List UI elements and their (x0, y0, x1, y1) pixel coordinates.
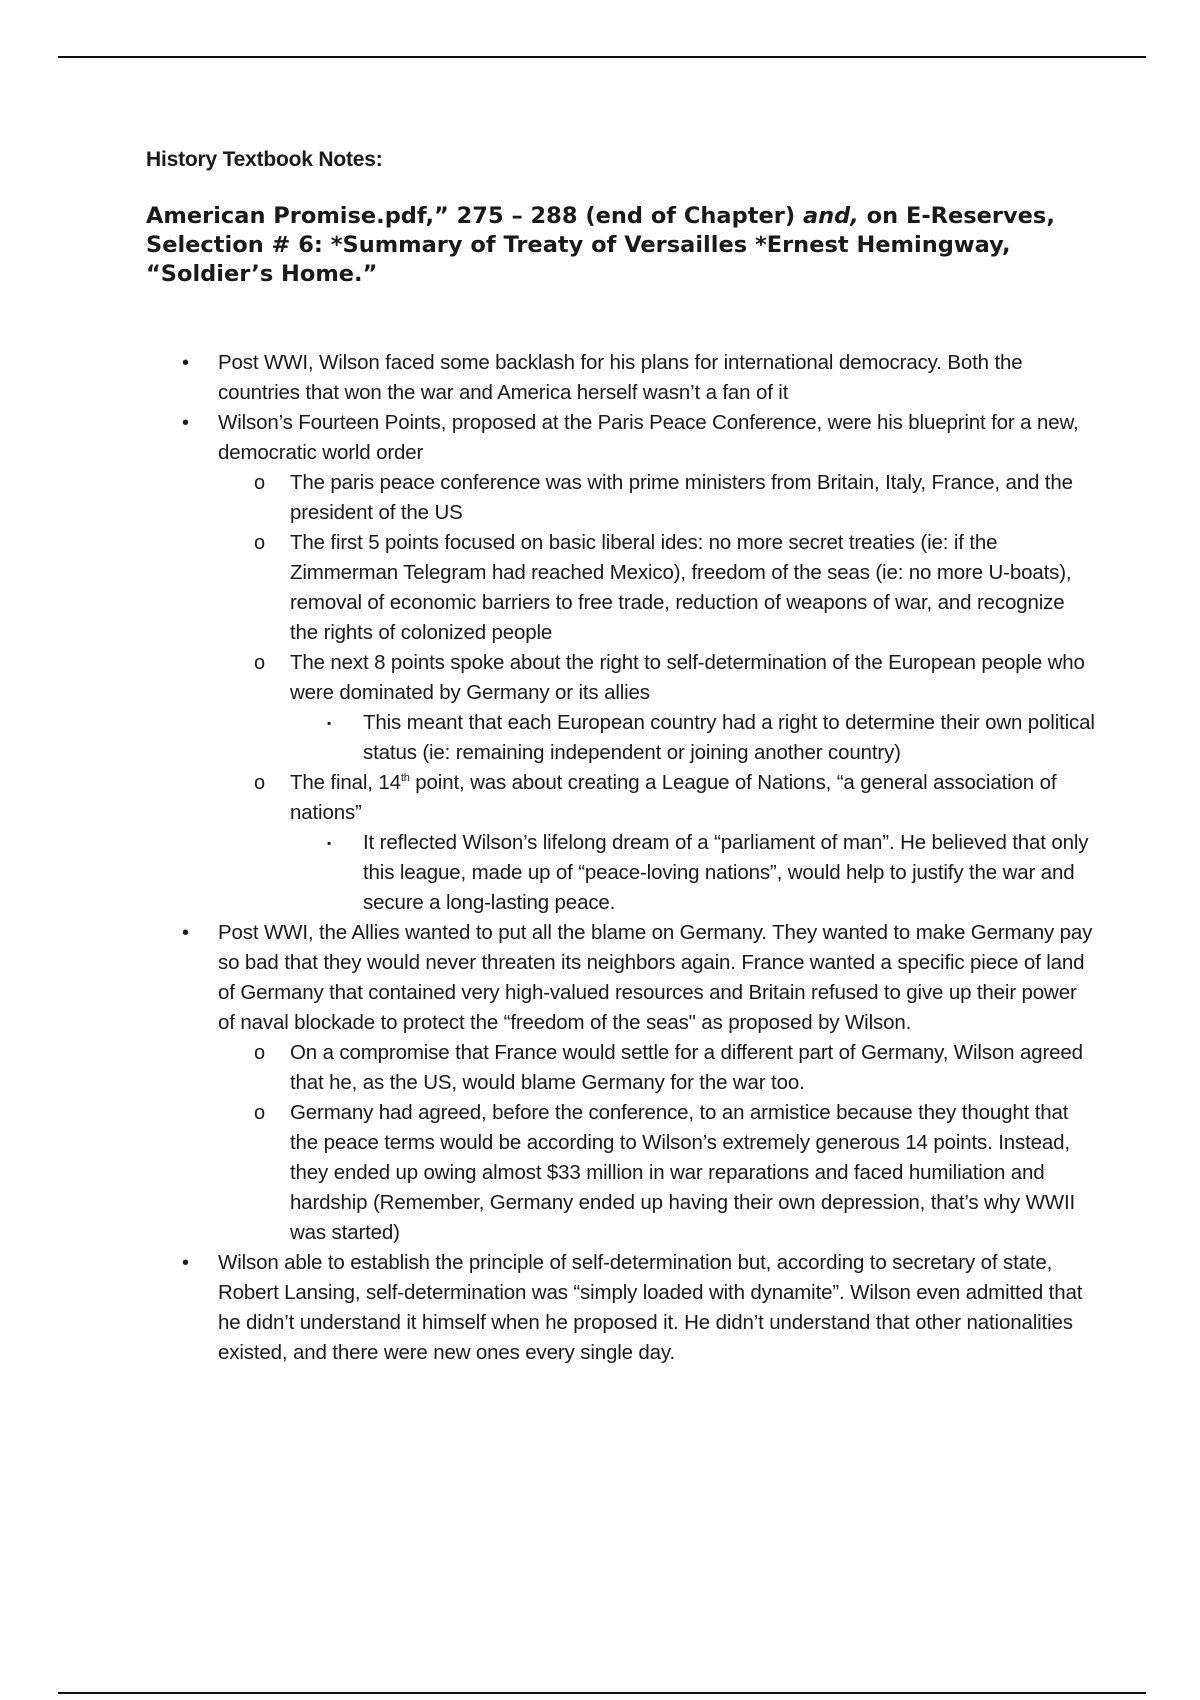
top-rule (58, 56, 1146, 58)
bullet-disc-icon: • (182, 1252, 189, 1274)
title-part-1: American Promise.pdf,” 275 – 288 (end of Chapter) (146, 203, 803, 229)
list-item-text: The first 5 points focused on basic liberal ides: no more secret treaties (ie: if the Zimmerman Telegram had reached Mexico), freedom of the seas (ie: no more U-boats), removal of economic barriers to free trade, reduction of weapons of war, and recognize the rights of colonized people (290, 531, 1072, 644)
list-item-text (290, 771, 1056, 824)
list-item-text: This meant that each European country had a right to determine their own political status (ie: remaining independent or joining another country) (363, 711, 1095, 764)
bottom-rule (58, 1692, 1146, 1694)
list-item-text: It reflected Wilson’s lifelong dream of a “parliament of man”. He believed that only this league, made up of “peace-loving nations”, would help to justify the war and secure a long-lasting peace. (363, 831, 1089, 914)
list-item (146, 708, 1096, 768)
assignment-title (146, 202, 1076, 289)
list-item (146, 408, 1096, 468)
list-item (146, 528, 1096, 648)
notes-list (146, 348, 1096, 1368)
list-item (146, 1248, 1096, 1368)
list-item (146, 1038, 1096, 1098)
list-item (146, 828, 1096, 918)
list-item-text: Germany had agreed, before the conference, to an armistice because they thought that the peace terms would be according to Wilson’s extremely generous 14 points. Instead, they ended up owing almost $33 million in war reparations and faced humiliation and hardship (Remember, Germany ended up having their own depression, that’s why WWII was started) (290, 1101, 1076, 1244)
list-item (146, 348, 1096, 408)
list-item (146, 468, 1096, 528)
bullet-square-icon: ▪ (327, 836, 332, 850)
text-segment: The final, 14 (290, 771, 401, 794)
list-item-text: Post WWI, the Allies wanted to put all the blame on Germany. They wanted to make Germany pay so bad that they would never threaten its neighbors again. France wanted a specific piece of land of Germany that contained very high-valued resources and Britain refused to give up their power of naval blockade to protect the “freedom of the seas" as proposed by Wilson. (218, 921, 1093, 1034)
title-part-2: on E-Reserves, Selection # 6: *Summary of Treaty of Versailles *Ernest Hemingway, “Soldier’s Home.” (146, 203, 1055, 287)
list-item-text: Wilson’s Fourteen Points, proposed at the Paris Peace Conference, were his blueprint for a new, democratic world order (218, 411, 1079, 464)
bullet-circle-icon: o (254, 532, 265, 554)
list-item-text: The paris peace conference was with prime ministers from Britain, Italy, France, and the president of the US (290, 471, 1073, 524)
bullet-circle-icon: o (254, 1102, 265, 1124)
bullet-circle-icon: o (254, 472, 265, 494)
bullet-square-icon: ▪ (327, 716, 332, 730)
title-italic: and, (802, 203, 859, 229)
list-item (146, 648, 1096, 708)
list-item-text: The next 8 points spoke about the right to self-determination of the European people who were dominated by Germany or its allies (290, 651, 1085, 704)
bullet-circle-icon: o (254, 1042, 265, 1064)
list-item-text: On a compromise that France would settle for a different part of Germany, Wilson agreed that he, as the US, would blame Germany for the war too. (290, 1041, 1083, 1094)
page-heading: History Textbook Notes: (146, 148, 383, 171)
ordinal-superscript: th (400, 772, 410, 784)
bullet-circle-icon: o (254, 652, 265, 674)
bullet-disc-icon: • (182, 352, 189, 374)
list-item (146, 768, 1096, 828)
text-segment: point, was about creating a League of Nations, “a general association of nations” (290, 771, 1057, 824)
bullet-circle-icon: o (254, 772, 265, 794)
list-item (146, 918, 1096, 1038)
bullet-disc-icon: • (182, 922, 189, 944)
bullet-disc-icon: • (182, 412, 189, 434)
list-item-text: Post WWI, Wilson faced some backlash for his plans for international democracy. Both the countries that won the war and America herself wasn’t a fan of it (218, 351, 1023, 404)
list-item-text: Wilson able to establish the principle of self-determination but, according to secretary of state, Robert Lansing, self-determination was “simply loaded with dynamite”. Wilson even admitted that he didn’t understand it himself when he proposed it. He didn’t understand that other nationalities existed, and there were new ones every single day. (218, 1251, 1083, 1364)
list-item (146, 1098, 1096, 1248)
